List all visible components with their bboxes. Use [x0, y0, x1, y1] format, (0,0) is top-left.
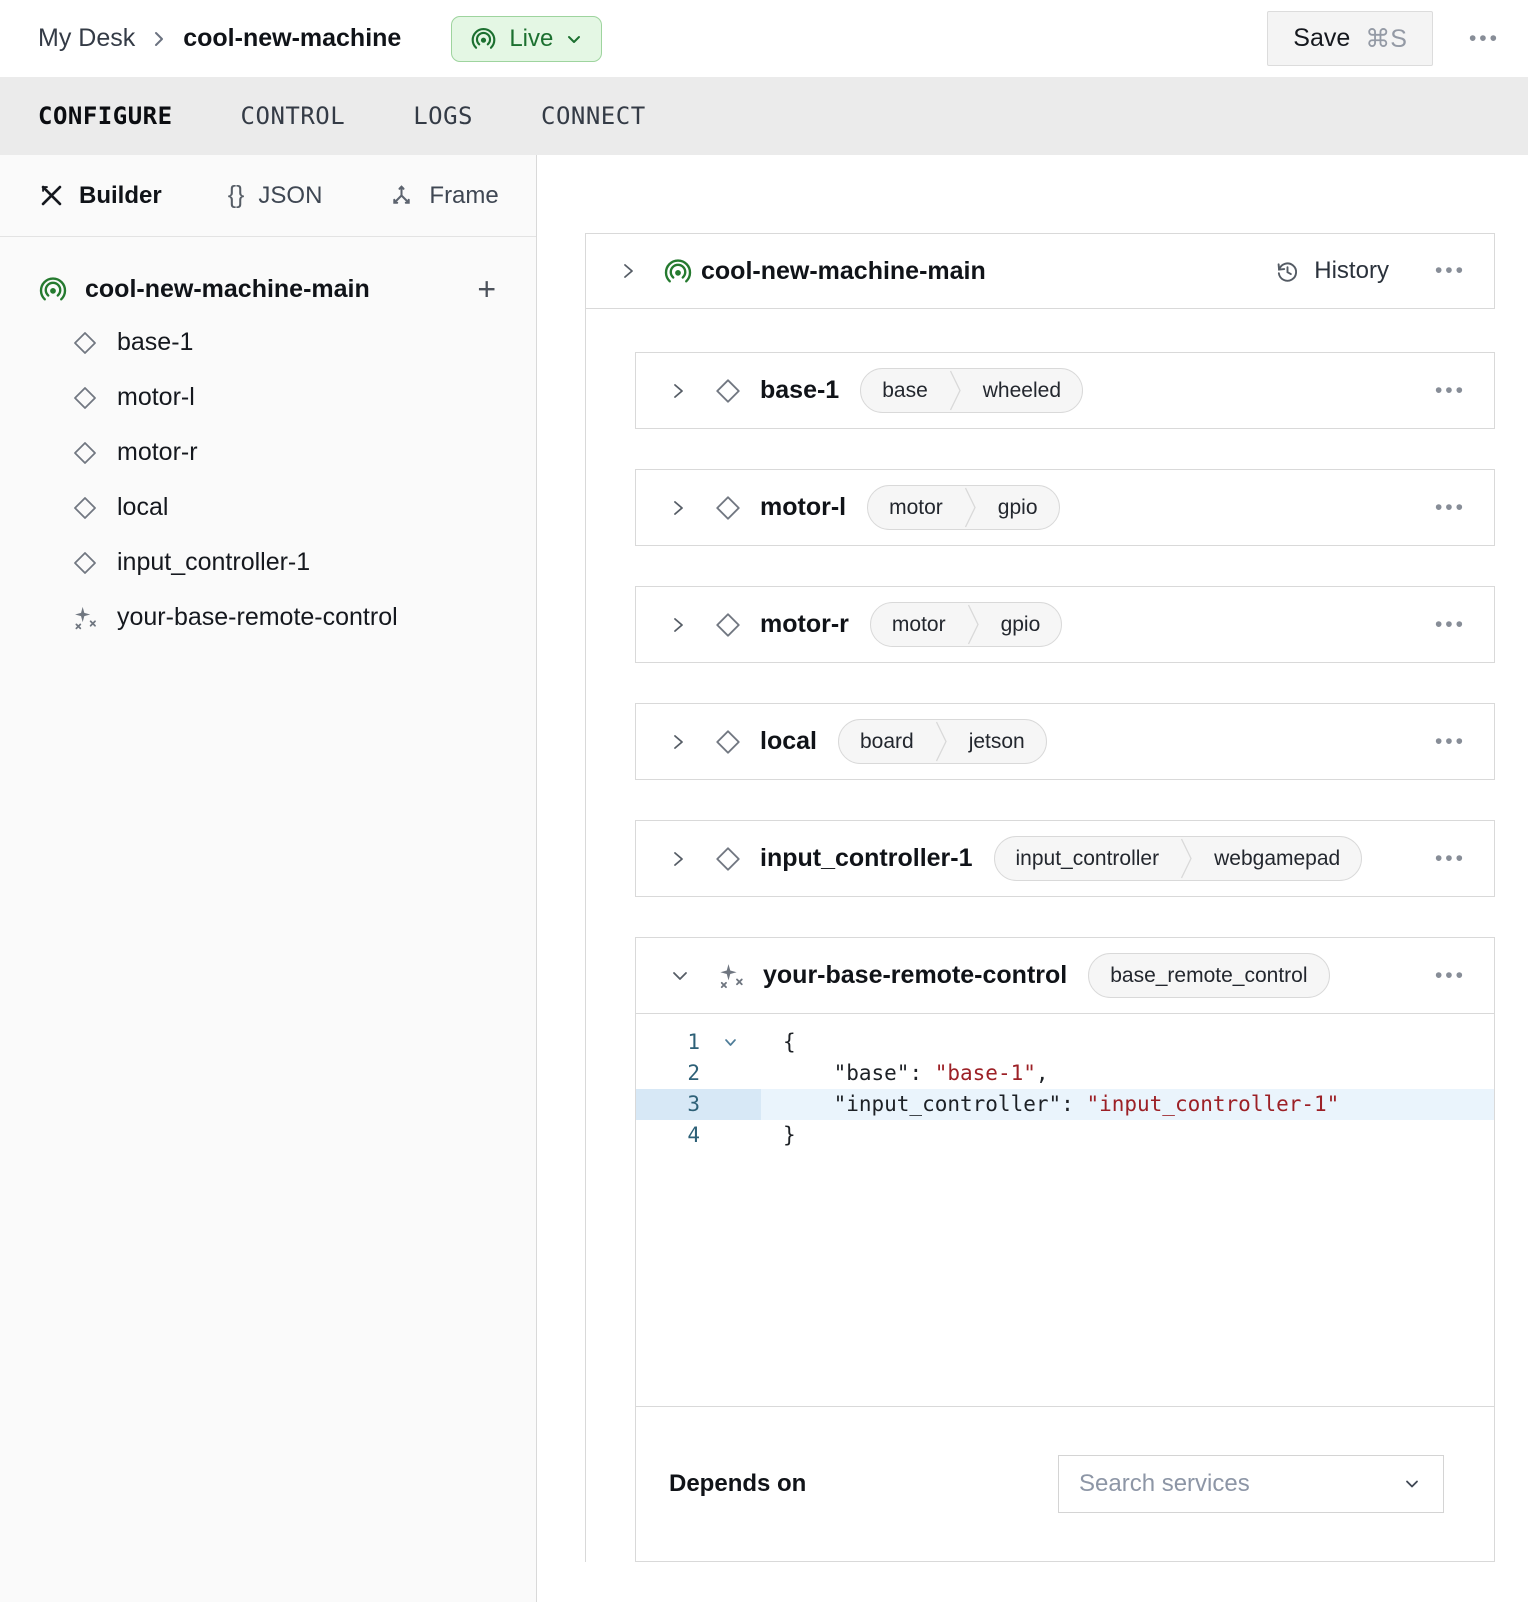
tab-connect[interactable]: CONNECT — [541, 102, 646, 130]
machine-live-icon — [663, 256, 693, 286]
component-diamond-icon — [71, 549, 99, 577]
resource-type-pill — [870, 602, 1062, 647]
config-main-panel — [537, 155, 1528, 1602]
component-diamond-icon — [713, 376, 743, 406]
content-area — [0, 155, 1528, 1602]
depends-on-section — [636, 1406, 1494, 1561]
component-diamond-icon — [713, 727, 743, 757]
resource-type: motor — [889, 495, 943, 519]
machine-part-header-card — [585, 233, 1495, 309]
sidebar — [0, 155, 537, 1602]
braces-icon: {} — [227, 181, 245, 209]
chevron-right-icon[interactable] — [670, 730, 687, 754]
chevron-right-icon[interactable] — [670, 379, 687, 403]
code-text — [761, 1089, 1494, 1120]
pill-chevron-divider-icon — [949, 369, 962, 412]
card-header[interactable] — [636, 353, 1494, 428]
component-diamond-icon — [71, 494, 99, 522]
tab-configure[interactable]: CONFIGURE — [38, 102, 173, 130]
resource-model: wheeled — [982, 378, 1061, 402]
tools-icon — [38, 182, 65, 209]
resource-type-pill — [1088, 953, 1329, 998]
component-diamond-icon — [71, 384, 99, 412]
top-bar-menu-button[interactable]: ••• — [1468, 26, 1500, 50]
card-motor-r — [635, 586, 1495, 663]
card-header[interactable] — [636, 470, 1494, 545]
component-diamond-icon — [71, 329, 99, 357]
card-menu-button[interactable]: ••• — [1434, 963, 1466, 987]
editor-gutter — [636, 1120, 761, 1151]
card-your-base-remote-control — [635, 937, 1495, 1562]
card-motor-l — [635, 469, 1495, 546]
sidebar-item-label: input_controller-1 — [117, 548, 311, 576]
search-services-select[interactable] — [1058, 1455, 1444, 1513]
tree-root-row[interactable] — [38, 263, 496, 315]
json-attributes-editor[interactable] — [636, 1013, 1494, 1406]
resource-name: local — [760, 727, 817, 755]
json-key: "base" — [783, 1061, 910, 1085]
add-component-button[interactable]: + — [477, 271, 496, 307]
pill-chevron-divider-icon — [1180, 837, 1193, 880]
machine-part-title: cool-new-machine-main — [701, 256, 986, 285]
json-comma: , — [1035, 1061, 1049, 1085]
resource-type-pill — [860, 368, 1083, 413]
code-line[interactable] — [636, 1027, 1494, 1058]
card-input-controller-1 — [635, 820, 1495, 897]
json-key: "input_controller" — [783, 1092, 1062, 1116]
card-menu-button[interactable]: ••• — [1434, 612, 1466, 636]
code-line[interactable] — [636, 1120, 1494, 1151]
card-menu-button[interactable]: ••• — [1434, 729, 1466, 753]
sidebar-item-label: your-base-remote-control — [117, 603, 398, 631]
resource-name: motor-r — [760, 610, 849, 638]
frame-axes-icon — [388, 182, 415, 209]
json-value: "base-1" — [934, 1061, 1036, 1085]
editor-gutter — [636, 1027, 761, 1058]
editor-gutter — [636, 1058, 761, 1089]
breadcrumb-machine-name: cool-new-machine — [183, 24, 402, 52]
history-icon — [1274, 258, 1301, 285]
sidebar-item-base-1[interactable] — [38, 315, 496, 370]
top-bar — [0, 0, 1528, 77]
resource-type: base_remote_control — [1110, 963, 1308, 987]
resource-type: motor — [891, 612, 946, 636]
card-menu-button[interactable]: ••• — [1434, 495, 1466, 519]
sidebar-item-motor-r[interactable] — [38, 425, 496, 480]
component-diamond-icon — [713, 610, 743, 640]
code-text — [761, 1058, 1494, 1089]
sidebar-item-your-base-remote-control[interactable] — [38, 590, 496, 645]
service-sparkles-icon — [716, 961, 746, 991]
component-diamond-icon — [713, 844, 743, 874]
save-shortcut: ⌘S — [1365, 24, 1407, 53]
resource-type: input_controller — [1015, 846, 1160, 870]
tab-control[interactable]: CONTROL — [240, 102, 346, 130]
breadcrumb-chevron-icon — [151, 28, 167, 50]
resource-type-pill — [994, 836, 1363, 881]
sidebar-item-label: base-1 — [117, 328, 194, 356]
card-menu-button[interactable]: ••• — [1434, 378, 1466, 402]
sidebar-item-label: local — [117, 493, 169, 521]
resource-name: motor-l — [760, 493, 847, 521]
mode-json[interactable] — [228, 181, 323, 210]
json-colon: : — [1061, 1092, 1087, 1116]
chevron-down-icon — [565, 30, 583, 48]
mode-builder[interactable] — [38, 182, 162, 210]
resource-type-pill — [838, 719, 1047, 764]
code-line[interactable] — [636, 1058, 1494, 1089]
mode-frame-label: Frame — [429, 181, 499, 209]
chevron-right-icon[interactable] — [670, 847, 687, 871]
machine-live-icon — [38, 274, 68, 304]
live-label: Live — [509, 24, 554, 52]
editor-gutter — [636, 1089, 761, 1120]
mode-builder-label: Builder — [79, 181, 162, 209]
resource-type: board — [859, 729, 914, 753]
part-menu-button[interactable]: ••• — [1434, 259, 1466, 282]
resource-model: jetson — [968, 729, 1025, 753]
component-diamond-icon — [71, 439, 99, 467]
card-local — [635, 703, 1495, 780]
history-button[interactable] — [1274, 257, 1389, 285]
resource-model: gpio — [997, 495, 1038, 519]
tab-bar — [0, 77, 1528, 155]
resource-model: webgamepad — [1214, 846, 1341, 870]
resource-name: base-1 — [760, 376, 840, 404]
sidebar-item-label: motor-r — [117, 438, 198, 466]
sidebar-item-motor-l[interactable] — [38, 370, 496, 425]
live-broadcast-icon — [470, 25, 497, 52]
chevron-down-icon[interactable] — [670, 964, 690, 988]
tree-root-label[interactable]: cool-new-machine-main — [85, 274, 370, 303]
resource-name: your-base-remote-control — [763, 961, 1068, 989]
sidebar-mode-switcher — [0, 155, 536, 237]
search-services-placeholder: Search services — [1079, 1470, 1250, 1497]
json-value: "input_controller-1" — [1086, 1092, 1340, 1116]
line-number: 4 — [687, 1123, 700, 1147]
pill-chevron-divider-icon — [964, 486, 977, 529]
code-text: { — [783, 1030, 796, 1054]
chevron-right-icon[interactable] — [670, 496, 687, 520]
live-status-dropdown[interactable] — [451, 16, 602, 62]
resource-type-pill — [867, 485, 1059, 530]
pill-chevron-divider-icon — [935, 720, 948, 763]
history-label: History — [1314, 257, 1389, 284]
card-base-1 — [635, 352, 1495, 429]
resource-cards — [635, 309, 1495, 1562]
sidebar-item-label: motor-l — [117, 383, 195, 411]
card-header[interactable] — [636, 704, 1494, 779]
service-sparkles-icon — [71, 604, 99, 632]
chevron-right-icon[interactable] — [670, 613, 687, 637]
card-menu-button[interactable]: ••• — [1434, 846, 1466, 870]
component-diamond-icon — [713, 493, 743, 523]
line-number: 2 — [687, 1061, 700, 1085]
card-header[interactable] — [636, 821, 1494, 896]
chevron-right-icon[interactable] — [620, 259, 637, 283]
pill-chevron-divider-icon — [967, 603, 980, 646]
save-button[interactable] — [1267, 11, 1433, 66]
sidebar-item-local[interactable] — [38, 480, 496, 535]
line-number: 1 — [687, 1030, 700, 1054]
code-line-active[interactable] — [636, 1089, 1494, 1120]
code-text: } — [783, 1123, 796, 1147]
json-colon: : — [909, 1061, 935, 1085]
card-header[interactable] — [636, 587, 1494, 662]
mode-json-label: JSON — [258, 181, 323, 209]
line-number: 3 — [687, 1092, 700, 1116]
chevron-down-icon — [1401, 1473, 1423, 1495]
resource-type: base — [882, 378, 928, 402]
depends-on-label: Depends on — [669, 1470, 807, 1497]
resource-name: input_controller-1 — [760, 844, 973, 872]
card-tree-rail — [585, 309, 586, 1562]
mode-frame[interactable] — [388, 182, 498, 210]
fold-chevron-icon[interactable] — [700, 1027, 761, 1058]
tab-logs[interactable]: LOGS — [413, 102, 473, 130]
card-header[interactable] — [636, 938, 1494, 1013]
machine-part-tree — [0, 237, 536, 645]
save-label: Save — [1293, 24, 1351, 52]
resource-model: gpio — [1000, 612, 1041, 636]
sidebar-item-input-controller-1[interactable] — [38, 535, 496, 590]
breadcrumb-my-desk[interactable]: My Desk — [38, 24, 136, 52]
